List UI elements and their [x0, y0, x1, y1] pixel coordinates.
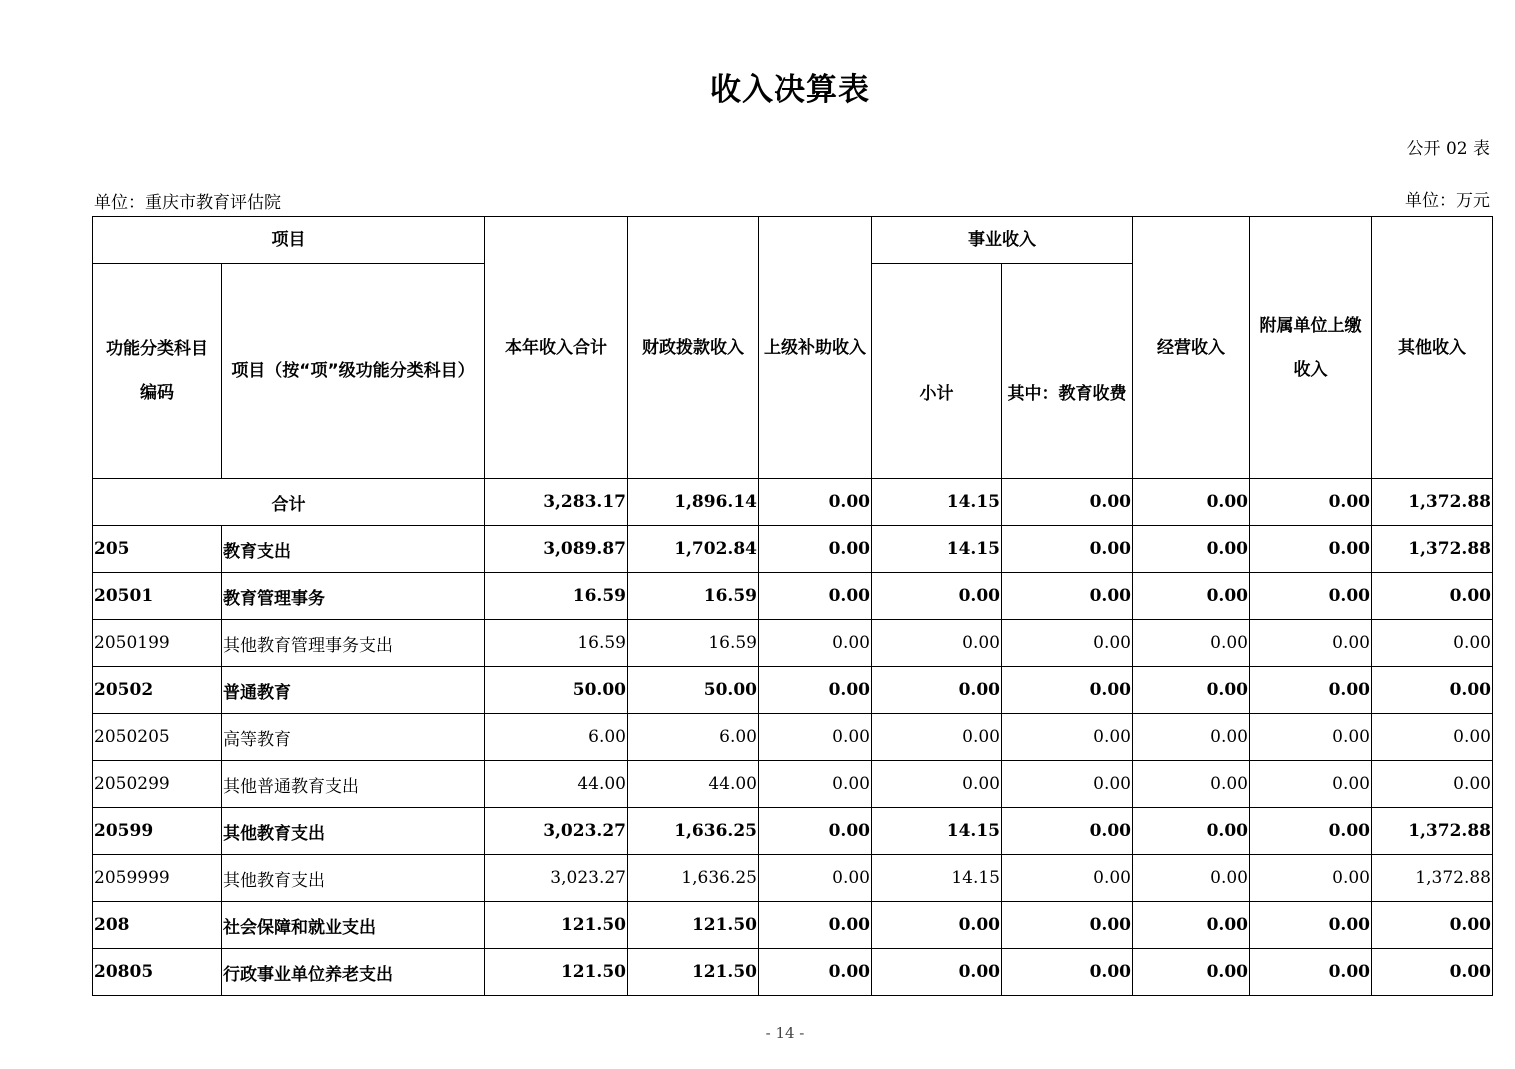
header-affiliated: 附属单位上缴收入 — [1250, 217, 1372, 479]
row-name: 其他教育支出 — [222, 808, 485, 855]
row-name: 高等教育 — [222, 714, 485, 761]
total-cell: 3,283.17 — [485, 479, 628, 526]
row-value: 0.00 — [1002, 761, 1133, 808]
row-value: 0.00 — [1133, 620, 1250, 667]
row-value: 6.00 — [485, 714, 628, 761]
row-value: 16.59 — [628, 573, 759, 620]
total-cell: 0.00 — [1002, 479, 1133, 526]
row-value: 0.00 — [1002, 714, 1133, 761]
row-value: 1,636.25 — [628, 855, 759, 902]
row-value: 0.00 — [872, 761, 1002, 808]
total-cell: 1,372.88 — [1372, 479, 1493, 526]
row-name: 行政事业单位养老支出 — [222, 949, 485, 996]
row-name: 教育支出 — [222, 526, 485, 573]
page-number: - 14 - — [765, 1024, 805, 1042]
row-value: 0.00 — [1250, 949, 1372, 996]
form-number: 公开 02 表 — [1406, 139, 1490, 159]
row-name: 其他教育支出 — [222, 855, 485, 902]
row-code: 208 — [93, 902, 222, 949]
row-value: 0.00 — [1250, 573, 1372, 620]
total-cell: 0.00 — [1250, 479, 1372, 526]
row-value: 0.00 — [1133, 526, 1250, 573]
row-value: 0.00 — [759, 620, 872, 667]
row-value: 0.00 — [1002, 902, 1133, 949]
row-value: 0.00 — [1250, 855, 1372, 902]
row-value: 0.00 — [1372, 667, 1493, 714]
total-label: 合计 — [93, 479, 485, 526]
total-row — [93, 479, 1493, 526]
row-value: 3,089.87 — [485, 526, 628, 573]
row-code: 2050299 — [93, 761, 222, 808]
row-value: 0.00 — [1372, 761, 1493, 808]
row-value: 121.50 — [628, 949, 759, 996]
row-value: 16.59 — [628, 620, 759, 667]
row-value: 0.00 — [872, 949, 1002, 996]
row-value: 0.00 — [759, 714, 872, 761]
row-value: 0.00 — [759, 761, 872, 808]
income-table — [92, 216, 1493, 996]
row-value: 0.00 — [872, 902, 1002, 949]
row-value: 0.00 — [759, 526, 872, 573]
row-value: 0.00 — [1372, 620, 1493, 667]
row-value: 0.00 — [1002, 573, 1133, 620]
row-value: 14.15 — [872, 526, 1002, 573]
row-value: 0.00 — [1372, 714, 1493, 761]
row-value: 0.00 — [1002, 808, 1133, 855]
header-edu-fee: 其中：教育收费 — [1002, 264, 1133, 479]
row-value: 0.00 — [1133, 902, 1250, 949]
header-project: 项目 — [93, 217, 485, 264]
row-value: 0.00 — [1250, 526, 1372, 573]
row-value: 121.50 — [485, 902, 628, 949]
row-code: 2050199 — [93, 620, 222, 667]
row-value: 44.00 — [628, 761, 759, 808]
row-value: 16.59 — [485, 620, 628, 667]
row-value: 1,702.84 — [628, 526, 759, 573]
row-code: 205 — [93, 526, 222, 573]
row-value: 0.00 — [1133, 667, 1250, 714]
row-value: 1,372.88 — [1372, 808, 1493, 855]
row-value: 0.00 — [759, 855, 872, 902]
header-subtotal: 小计 — [872, 264, 1002, 479]
reporting-unit: 单位：重庆市教育评估院 — [94, 193, 281, 213]
row-value: 0.00 — [1250, 902, 1372, 949]
header-code: 功能分类科目编码 — [93, 264, 222, 479]
row-value: 0.00 — [872, 714, 1002, 761]
row-value: 0.00 — [1002, 667, 1133, 714]
row-value: 0.00 — [1133, 714, 1250, 761]
row-value: 0.00 — [759, 902, 872, 949]
row-name: 普通教育 — [222, 667, 485, 714]
row-value: 50.00 — [628, 667, 759, 714]
row-value: 0.00 — [1133, 808, 1250, 855]
header-name: 项目（按“项”级功能分类科目） — [222, 264, 485, 479]
row-code: 20805 — [93, 949, 222, 996]
table-row — [93, 573, 1493, 620]
row-name: 其他教育管理事务支出 — [222, 620, 485, 667]
row-value: 0.00 — [872, 620, 1002, 667]
row-code: 2050205 — [93, 714, 222, 761]
row-value: 0.00 — [1002, 526, 1133, 573]
row-name: 其他普通教育支出 — [222, 761, 485, 808]
row-value: 50.00 — [485, 667, 628, 714]
row-value: 0.00 — [759, 808, 872, 855]
row-value: 0.00 — [1002, 949, 1133, 996]
header-other: 其他收入 — [1372, 217, 1493, 479]
row-value: 0.00 — [1002, 855, 1133, 902]
table-row — [93, 902, 1493, 949]
row-value: 0.00 — [1372, 902, 1493, 949]
row-value: 14.15 — [872, 808, 1002, 855]
row-code: 20502 — [93, 667, 222, 714]
table-row — [93, 667, 1493, 714]
row-value: 44.00 — [485, 761, 628, 808]
row-value: 0.00 — [1250, 761, 1372, 808]
total-cell: 0.00 — [759, 479, 872, 526]
row-value: 6.00 — [628, 714, 759, 761]
table-row — [93, 808, 1493, 855]
row-value: 0.00 — [1250, 714, 1372, 761]
header-superior: 上级补助收入 — [759, 217, 872, 479]
row-value: 14.15 — [872, 855, 1002, 902]
row-value: 0.00 — [759, 949, 872, 996]
row-value: 0.00 — [1372, 949, 1493, 996]
total-cell: 1,896.14 — [628, 479, 759, 526]
header-business-group: 事业收入 — [872, 217, 1133, 264]
table-row — [93, 714, 1493, 761]
row-code: 20501 — [93, 573, 222, 620]
row-code: 2059999 — [93, 855, 222, 902]
row-value: 0.00 — [1372, 573, 1493, 620]
table-row — [93, 526, 1493, 573]
row-value: 0.00 — [1250, 808, 1372, 855]
row-value: 0.00 — [759, 667, 872, 714]
row-value: 121.50 — [485, 949, 628, 996]
row-value: 0.00 — [759, 573, 872, 620]
row-value: 0.00 — [1133, 573, 1250, 620]
row-value: 3,023.27 — [485, 808, 628, 855]
total-cell: 14.15 — [872, 479, 1002, 526]
row-value: 0.00 — [1133, 855, 1250, 902]
row-value: 0.00 — [872, 667, 1002, 714]
row-value: 1,372.88 — [1372, 526, 1493, 573]
table-row — [93, 855, 1493, 902]
currency-unit: 单位：万元 — [1405, 191, 1490, 211]
row-value: 1,372.88 — [1372, 855, 1493, 902]
page-title: 收入决算表 — [710, 72, 870, 108]
table-row — [93, 949, 1493, 996]
table-row — [93, 620, 1493, 667]
row-value: 0.00 — [872, 573, 1002, 620]
row-value: 121.50 — [628, 902, 759, 949]
row-value: 3,023.27 — [485, 855, 628, 902]
row-value: 0.00 — [1133, 949, 1250, 996]
header-operating: 经营收入 — [1133, 217, 1250, 479]
row-value: 0.00 — [1250, 620, 1372, 667]
row-value: 0.00 — [1133, 761, 1250, 808]
row-value: 16.59 — [485, 573, 628, 620]
row-value: 0.00 — [1002, 620, 1133, 667]
row-name: 教育管理事务 — [222, 573, 485, 620]
row-code: 20599 — [93, 808, 222, 855]
total-cell: 0.00 — [1133, 479, 1250, 526]
header-fiscal: 财政拨款收入 — [628, 217, 759, 479]
row-value: 0.00 — [1250, 667, 1372, 714]
header-total: 本年收入合计 — [485, 217, 628, 479]
row-value: 1,636.25 — [628, 808, 759, 855]
row-name: 社会保障和就业支出 — [222, 902, 485, 949]
table-row — [93, 761, 1493, 808]
